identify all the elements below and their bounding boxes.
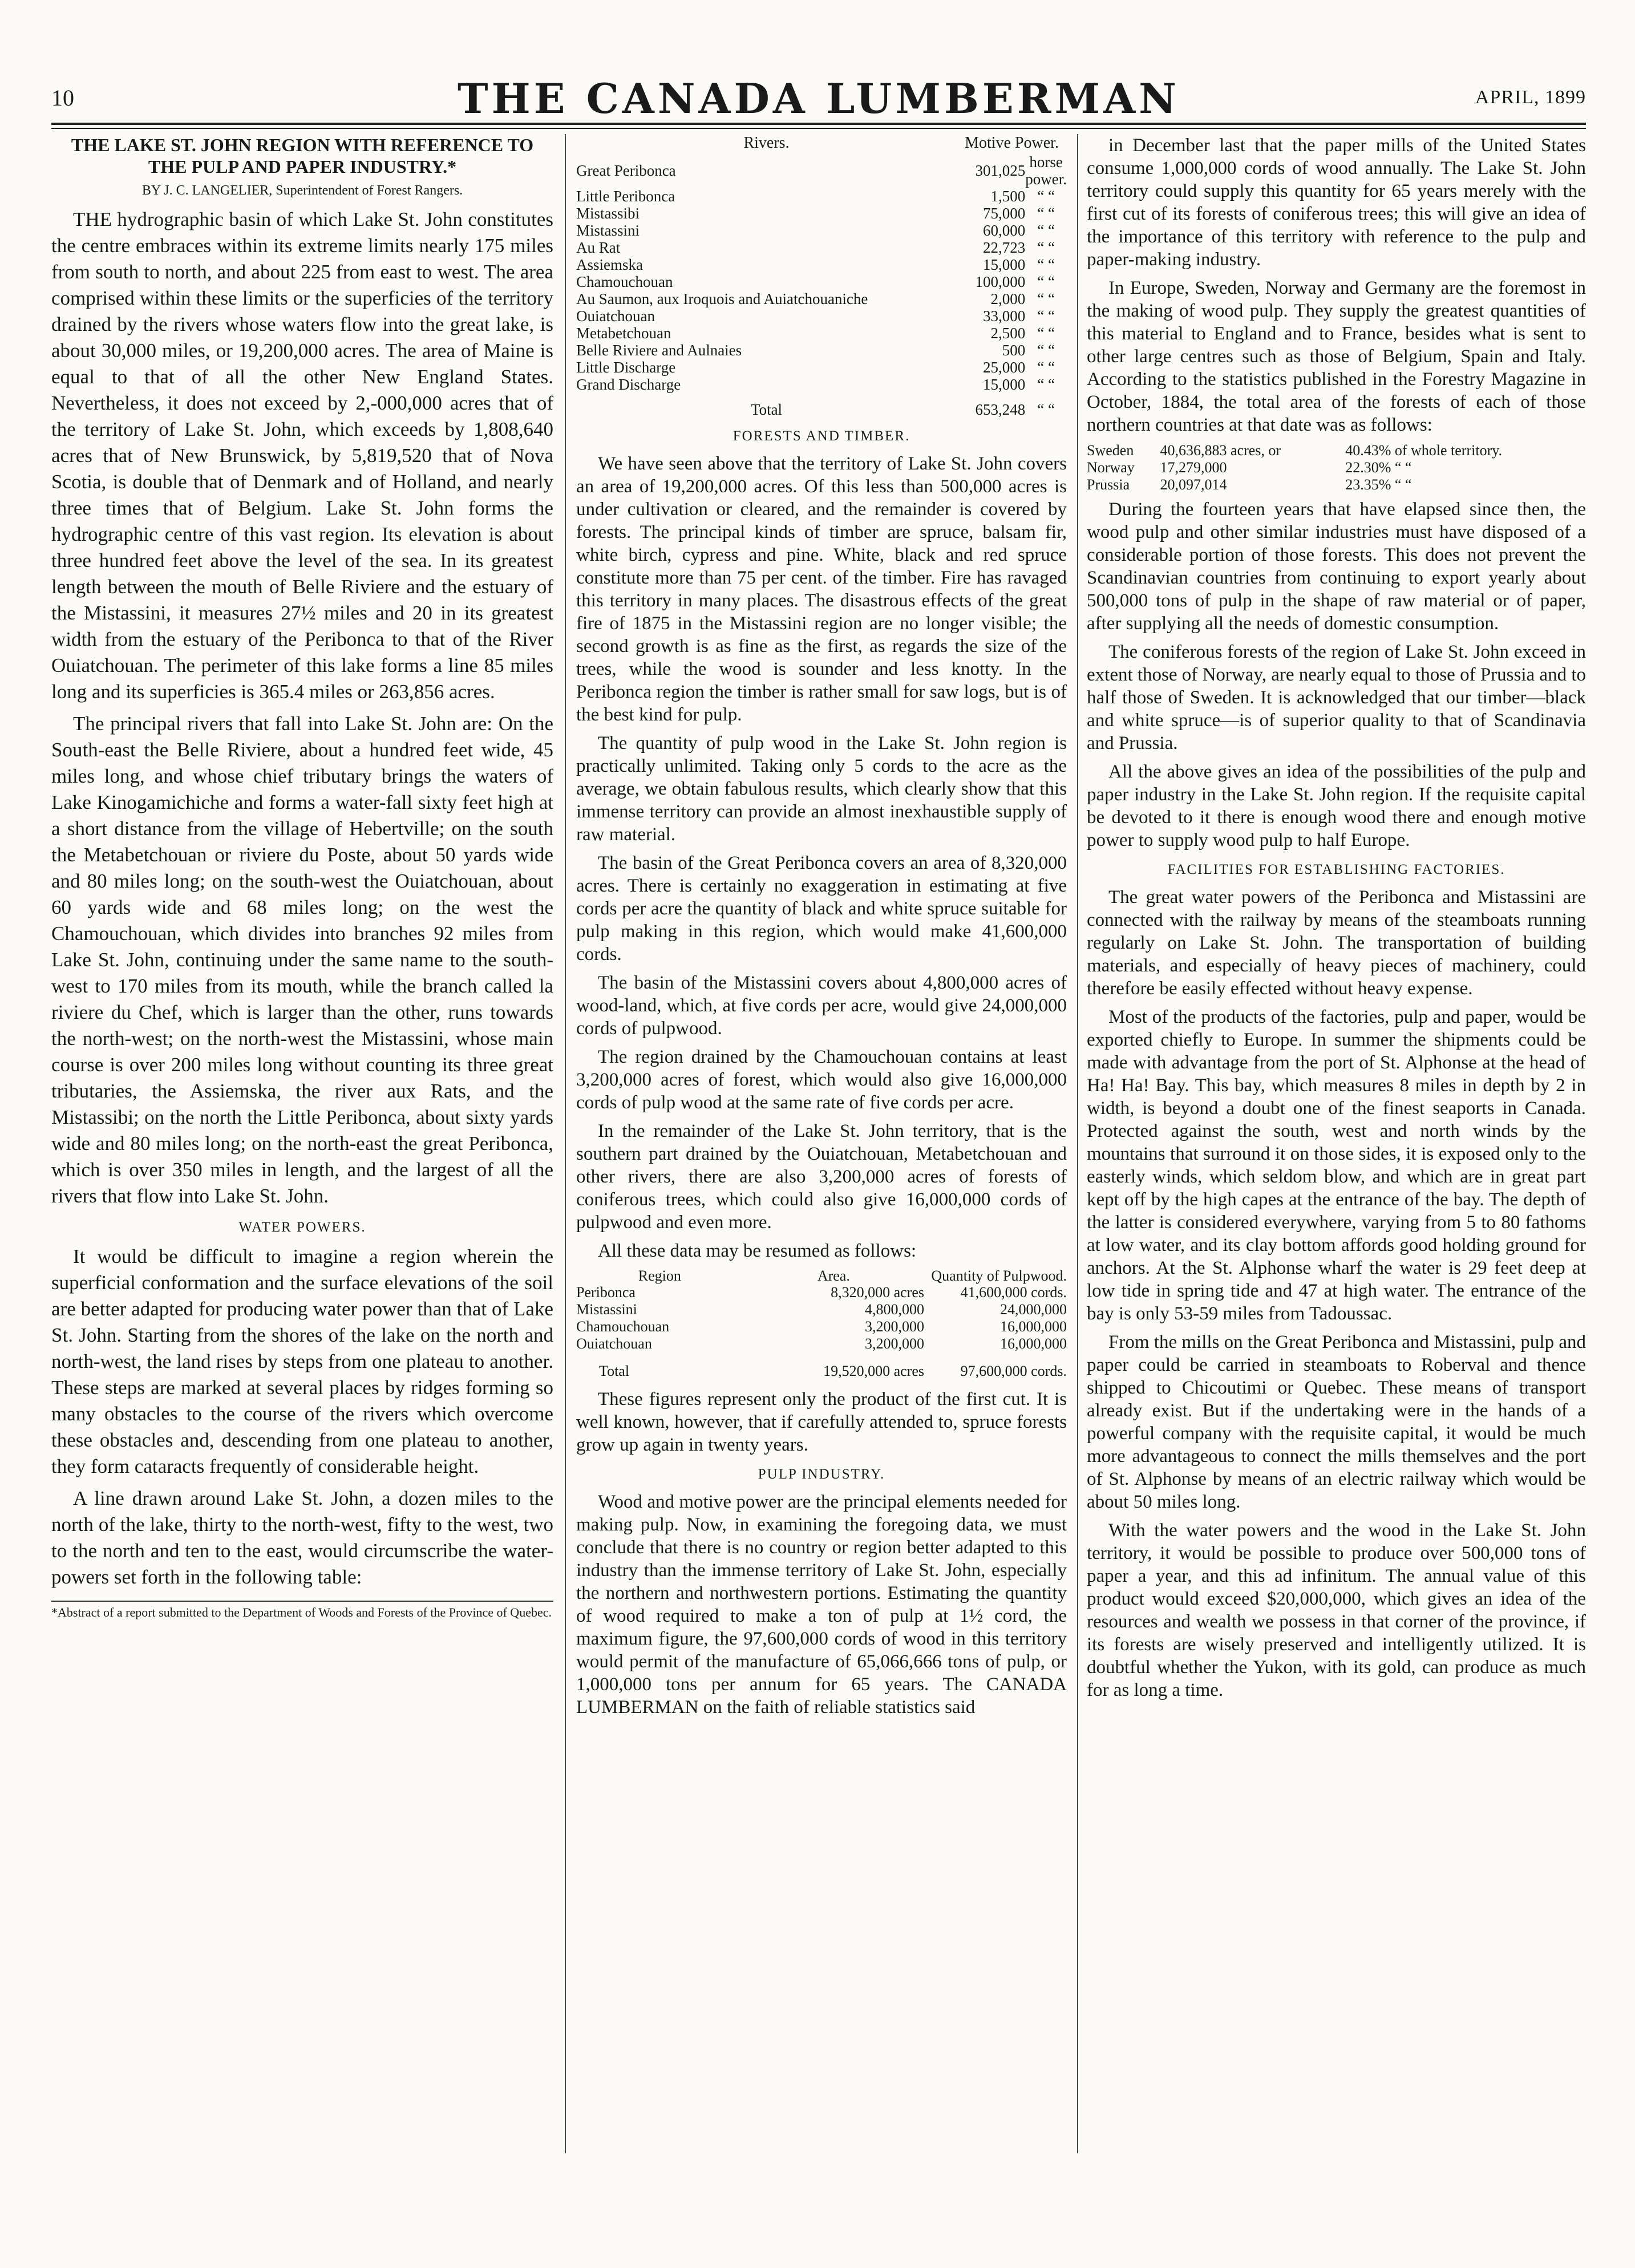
- paragraph: We have seen above that the territory of Lake St. John covers an area of 19,200,000 acres. Of this less than 500,000 acres is under cultivation or cleared, and the remainder is covered by forests. The principal kinds of timber are spruce, balsam fir, white birch, cypress and pine. White, black and red spruce constitute more than 75 per cent. of the timber. Fire has ravaged this territory in many places. The disastrous effects of the great fire of 1875 in the Mistassini region are no longer visible; the second growth is as fine as the first, as regards the size of the trees, while the wood is sounder and less knotty. In the Peribonca region the timber is rather small for saw logs, but is of the best kind for pulp.: [576, 453, 1067, 725]
- table-row: [576, 342, 1067, 359]
- total-unit: “ “: [1037, 401, 1055, 418]
- motive-power-unit: “ “: [1037, 188, 1055, 205]
- river-name: Mistassini: [576, 222, 640, 239]
- river-name: Ouiatchouan: [576, 307, 655, 325]
- page-number: 10: [51, 85, 74, 111]
- motive-power-value: 75,000: [983, 205, 1026, 222]
- table-row-total: [576, 393, 1067, 418]
- section-heading-pulp-industry: PULP INDUSTRY.: [758, 1467, 885, 1482]
- pulpwood-summary-table: [576, 1268, 1067, 1380]
- column-divider: [1077, 134, 1078, 2153]
- motive-power-unit: “ “: [1037, 325, 1055, 342]
- column-header: Region: [638, 1267, 681, 1284]
- total-quantity: 97,600,000 cords.: [960, 1363, 1067, 1379]
- paragraph: Wood and motive power are the principal elements needed for making pulp. Now, in examining the foregoing data, we must conclude that there is no country or region better adapted to this industry than the immense territory of Lake St. John, especially the northern and northwestern portions. Estimating the quantity of wood required to make a ton of pulp at 1½ cord, the maximum figure, the 97,600,000 cords of wood in this territory would permit of the manufacture of 65,066,666 tons of pulp, or 1,000,000 tons per annum for 65 years. The CANADA LUMBERMAN on the faith of reliable statistics said: [576, 1492, 1067, 1718]
- country-area: 17,279,000: [1160, 459, 1227, 476]
- table-row: [576, 273, 1067, 290]
- paragraph: These figures represent only the product of the first cut. It is well known, however, that if carefully attended to, spruce forests grow up again in twenty years.: [576, 1389, 1067, 1455]
- country-name: Sweden: [1087, 442, 1134, 459]
- article-title: THE LAKE ST. JOHN REGION WITH REFERENCE TO THE PULP AND PAPER INDUSTRY.*: [71, 135, 534, 177]
- total-label: Total: [750, 401, 783, 418]
- motive-power-unit: “ “: [1037, 239, 1055, 256]
- table-row: [576, 239, 1067, 256]
- country-area: 40,636,883 acres, or: [1160, 442, 1281, 459]
- paragraph: The quantity of pulp wood in the Lake St. John region is practically unlimited. Taking only 5 cords to the acre as the average, we obtain fabulous results, which clearly show that this immense territory can provide an almost inexhaustible supply of raw material.: [576, 733, 1067, 845]
- paragraph: Most of the products of the factories, pulp and paper, would be exported chiefly to Europe. In summer the shipments could be made with advantage from the port of St. Alphonse at the head of Ha! Ha! Bay. This bay, which measures 8 miles in depth by 2 in width, is beyond a doubt one of the finest seaports in Canada. Protected against the south, west and north winds by the mountains that surround it on those sides, it is exposed only to the easterly winds, which seldom blow, and which are in great part kept off by the high capes at the entrance of the bay. The depth of the latter is considered everywhere, varying from 5 to 80 fathoms at low water, and its clay bottom affords good holding ground for anchors. At the St. Alphonse wharf the water is 29 feet deep at low tide in spring tide and 47 at high water. The entrance of the bay is only 53-59 miles from Tadoussac.: [1087, 1007, 1586, 1324]
- masthead: THE CANADA LUMBERMAN: [458, 74, 1180, 123]
- region-name: Peribonca: [576, 1284, 636, 1301]
- paragraph: All the above gives an idea of the possibilities of the pulp and paper industry in the Lake St. John region. If the requisite capital be devoted to it there is enough wood there and enough motive power to supply wood pulp to half Europe.: [1087, 762, 1586, 850]
- total-label: Total: [599, 1363, 630, 1379]
- table-row: [576, 1284, 1067, 1301]
- page-header: [51, 74, 1586, 123]
- paragraph: The principal rivers that fall into Lake St. John are: On the South-east the Belle Riviere, about a hundred feet wide, 45 miles long, and whose chief tributary brings the waters of Lake Kinogamichiche and forms a water-fall sixty feet high at a short distance from the village of Hebertville; on the south the Metabetchouan or riviere du Poste, about 50 yards wide and 80 miles long; on the south-west the Ouiatchouan, about 60 yards wide and 68 miles long; on the west the Chamouchouan, which divides into branches 92 miles from Lake St. John, continuing under the same name to the south-west to 170 miles from its mouth, while the branch called la riviere du Chef, which is larger than the other, runs towards the north-west; on the north-west the Mistassini, whose main course is over 200 miles long without counting its three great tributaries, the Assiemska, the river aux Rats, and the Mistassibi; on the north the Little Peribonca, about sixty yards wide and 80 miles long; on the north-east the great Peribonca, which is over 350 miles in length, and the largest of all the rivers that flow into Lake St. John.: [51, 712, 553, 1207]
- column-header: Motive Power.: [965, 134, 1059, 152]
- table-row: [576, 1301, 1067, 1318]
- motive-power-unit: “ “: [1037, 342, 1055, 359]
- paragraph: The region drained by the Chamouchouan contains at least 3,200,000 acres of forest, which would also give 16,000,000 cords of pulp wood at the same rate of five cords per acre.: [576, 1047, 1067, 1113]
- paragraph: In the remainder of the Lake St. John territory, that is the southern part drained by the Ouiatchouan, Metabetchouan and other rivers, there are also 3,200,000 acres of forests of coniferous trees, which could also give 16,000,000 cords of pulpwood and even more.: [576, 1121, 1067, 1233]
- column-2: [576, 134, 1067, 1724]
- country-name: Prussia: [1087, 476, 1130, 493]
- column-header: Rivers.: [743, 134, 790, 152]
- river-name: Great Peribonca: [576, 162, 676, 179]
- region-quantity: 16,000,000: [1000, 1318, 1067, 1335]
- motive-power-value: 60,000: [983, 222, 1026, 239]
- article-byline: BY J. C. LANGELIER, Superintendent of Forest Rangers.: [141, 183, 463, 198]
- river-name: Au Rat: [576, 239, 621, 256]
- header-rule: [51, 123, 1586, 125]
- motive-power-value: 33,000: [983, 307, 1026, 325]
- paragraph: The great water powers of the Peribonca and Mistassini are connected with the railway by means of the steamboats running regularly on Lake St. John. The transportation of building materials, and especially of heavy pieces of machinery, could therefore be easily effected without heavy expense.: [1087, 887, 1586, 999]
- countries-table: [1087, 442, 1586, 493]
- motive-power-unit: horse power.: [1025, 153, 1067, 188]
- river-name: Metabetchouan: [576, 325, 671, 342]
- rivers-table: [576, 134, 1067, 418]
- region-area: 8,320,000 acres: [831, 1284, 924, 1301]
- total-area: 19,520,000 acres: [823, 1363, 924, 1379]
- table-row: [576, 153, 1067, 188]
- table-row: [576, 1318, 1067, 1335]
- country-percent: 23.35% “ “: [1345, 476, 1412, 493]
- column-header: Quantity of Pulpwood.: [931, 1267, 1067, 1284]
- paragraph: The coniferous forests of the region of Lake St. John exceed in extent those of Norway, are nearly equal to those of Prussia and to half those of Sweden. It is acknowledged that our timber—black and white spruce—is of superior quality to that of Scandinavia and Prussia.: [1087, 642, 1586, 754]
- river-name: Assiemska: [576, 256, 643, 273]
- river-name: Grand Discharge: [576, 376, 681, 393]
- region-quantity: 41,600,000 cords.: [960, 1284, 1067, 1301]
- paragraph: in December last that the paper mills of the United States consume 1,000,000 cords of wood annually. The Lake St. John territory could supply this quantity for 65 years merely with the first cut of its forests of coniferous trees; this will give an idea of the importance of this territory with reference to the pulp and paper-making industry.: [1087, 135, 1586, 270]
- river-name: Little Discharge: [576, 359, 676, 376]
- header-rule-thin: [51, 128, 1586, 129]
- footnote: *Abstract of a report submitted to the Department of Woods and Forests of the Province of Quebec.: [51, 1601, 553, 1620]
- table-row: [576, 325, 1067, 342]
- motive-power-value: 1,500: [990, 188, 1026, 205]
- section-heading-forests: FORESTS AND TIMBER.: [732, 428, 910, 444]
- motive-power-unit: “ “: [1037, 376, 1055, 393]
- paragraph: THE hydrographic basin of which Lake St. John constitutes the centre embraces within its extreme limits nearly 175 miles from south to north, and about 225 from east to west. The area comprised within these limits or the superficies of the territory drained by the rivers whose waters flow into the great lake, is about 30,000 miles, or 19,200,000 acres. The area of Maine is equal to that of all the other New England States. Nevertheless, it does not exceed by 2,-000,000 acres that of the territory of Lake St. John, which exceeds by 1,808,640 acres that of New Brunswick, by 5,819,520 that of Nova Scotia, is double that of Denmark and of Holland, and nearly three times that of Belgium. Lake St. John forms the hydrographic centre of this vast region. Its elevation is about three hundred feet above the level of the sea. In its greatest length between the mouth of Belle Riviere and the estuary of the Mistassini, it measures 27½ miles and 20 in its greatest width from the estuary of the Peribonca to that of the River Ouiatchouan. The perimeter of this lake forms a line 85 miles long and its superficies is 365.4 miles or 263,856 acres.: [51, 208, 553, 703]
- river-name: Chamouchouan: [576, 273, 673, 290]
- motive-power-value: 301,025: [975, 162, 1026, 179]
- paragraph: With the water powers and the wood in the Lake St. John territory, it would be possible to produce over 500,000 tons of paper a year, and this ad infinitum. The annual value of this product would exceed $20,000,000, which gives an idea of the resources and wealth we possess in that corner of the province, if its forests are wisely preserved and intelligently utilized. It is doubtful whether the Yukon, with its gold, can produce as much for as long a time.: [1087, 1520, 1586, 1700]
- motive-power-value: 22,723: [983, 239, 1026, 256]
- river-name: Au Saumon, aux Iroquois and Auiatchouaniche: [576, 290, 868, 307]
- region-name: Mistassini: [576, 1301, 637, 1318]
- motive-power-unit: “ “: [1037, 222, 1055, 239]
- paragraph: It would be difficult to imagine a region wherein the superficial conformation and the surface elevations of the soil are better adapted for producing water power than that of Lake St. John. Starting from the shores of the lake on the north and north-west, the land rises by steps from one plateau to another. These steps are marked at several places by ridges forming so many obstacles to the course of the rivers which overcome these obstacles and, descending from one plateau to another, they form cataracts frequently of considerable height.: [51, 1245, 553, 1477]
- river-name: Mistassibi: [576, 205, 640, 222]
- section-heading-facilities: FACILITIES FOR ESTABLISHING FACTORIES.: [1167, 862, 1506, 877]
- paragraph: A line drawn around Lake St. John, a dozen miles to the north of the lake, thirty to the north-west, fifty to the west, two to the north and ten to the east, would circumscribe the water-powers set forth in the following table:: [51, 1487, 553, 1588]
- motive-power-value: 15,000: [983, 256, 1026, 273]
- river-name: Little Peribonca: [576, 188, 675, 205]
- table-row: [576, 188, 1067, 205]
- table-row: [576, 290, 1067, 307]
- table-row: [1087, 442, 1586, 459]
- motive-power-value: 2,500: [990, 325, 1026, 342]
- table-row: [1087, 459, 1586, 476]
- table-row: [576, 222, 1067, 239]
- motive-power-value: 15,000: [983, 376, 1026, 393]
- motive-power-value: 500: [1002, 342, 1026, 359]
- region-area: 4,800,000: [865, 1301, 924, 1318]
- column-header: Area.: [817, 1267, 850, 1284]
- region-area: 3,200,000: [865, 1318, 924, 1335]
- total-value: 653,248: [975, 401, 1026, 418]
- region-quantity: 24,000,000: [1000, 1301, 1067, 1318]
- column-divider: [565, 134, 566, 2153]
- motive-power-value: 25,000: [983, 359, 1026, 376]
- table-row: [576, 256, 1067, 273]
- paragraph: The basin of the Great Peribonca covers an area of 8,320,000 acres. There is certainly no exaggeration in estimating at five cords per acre the quantity of black and white spruce suitable for pulp making in this region, which would make 41,600,000 cords.: [576, 853, 1067, 965]
- motive-power-unit: “ “: [1037, 256, 1055, 273]
- table-row: [576, 205, 1067, 222]
- table-row: [576, 376, 1067, 393]
- paragraph: During the fourteen years that have elapsed since then, the wood pulp and other similar industries must have disposed of a considerable portion of those forests. This does not prevent the Scandinavian countries from continuing to export yearly about 500,000 tons of pulp in the shape of raw material or of paper, after supplying all the needs of domestic consumption.: [1087, 499, 1586, 634]
- paragraph: In Europe, Sweden, Norway and Germany are the foremost in the making of wood pulp. They supply the greatest quantities of this material to England and to France, besides what is sent to other large centres such as those of Belgium, Spain and Italy. According to the statistics published in the Forestry Magazine in October, 1884, the total area of the forests of each of those northern countries at that date was as follows:: [1087, 278, 1586, 435]
- motive-power-unit: “ “: [1037, 290, 1055, 307]
- country-percent: 22.30% “ “: [1345, 459, 1412, 476]
- motive-power-value: 2,000: [990, 290, 1026, 307]
- motive-power-unit: “ “: [1037, 205, 1055, 222]
- table-row: [576, 359, 1067, 376]
- section-heading-water-powers: WATER POWERS.: [238, 1220, 366, 1235]
- river-name: Belle Riviere and Aulnaies: [576, 342, 742, 359]
- paragraph: The basin of the Mistassini covers about 4,800,000 acres of wood-land, which, at five cords per acre, would give 24,000,000 cords of pulpwood.: [576, 973, 1067, 1039]
- column-1: [51, 134, 553, 1620]
- motive-power-unit: “ “: [1037, 359, 1055, 376]
- table-row-total: [576, 1352, 1067, 1380]
- region-name: Ouiatchouan: [576, 1335, 652, 1352]
- motive-power-value: 100,000: [975, 273, 1026, 290]
- column-3: [1087, 134, 1586, 1707]
- table-header-row: [576, 1268, 1067, 1284]
- paragraph: All these data may be resumed as follows:: [598, 1241, 917, 1261]
- table-row: [576, 307, 1067, 325]
- country-area: 20,097,014: [1160, 476, 1227, 493]
- motive-power-unit: “ “: [1037, 273, 1055, 290]
- region-name: Chamouchouan: [576, 1318, 670, 1335]
- paragraph: From the mills on the Great Peribonca and Mistassini, pulp and paper could be carried in steamboats to Roberval and thence shipped to Chicoutimi or Quebec. These means of transport already exist. But if the undertaking were in the hands of a powerful company with the requisite capital, it would be much more advantageous to connect the mills themselves and the port of St. Alphonse by means of an electric railway which would be about 50 miles long.: [1087, 1332, 1586, 1512]
- issue-date: APRIL, 1899: [1475, 87, 1586, 108]
- table-row: [1087, 476, 1586, 493]
- table-row: [576, 1335, 1067, 1352]
- region-quantity: 16,000,000: [1000, 1335, 1067, 1352]
- region-area: 3,200,000: [865, 1335, 924, 1352]
- country-name: Norway: [1087, 459, 1135, 476]
- country-percent: 40.43% of whole territory.: [1345, 442, 1503, 459]
- table-header-row: [576, 134, 1067, 153]
- motive-power-unit: “ “: [1037, 307, 1055, 325]
